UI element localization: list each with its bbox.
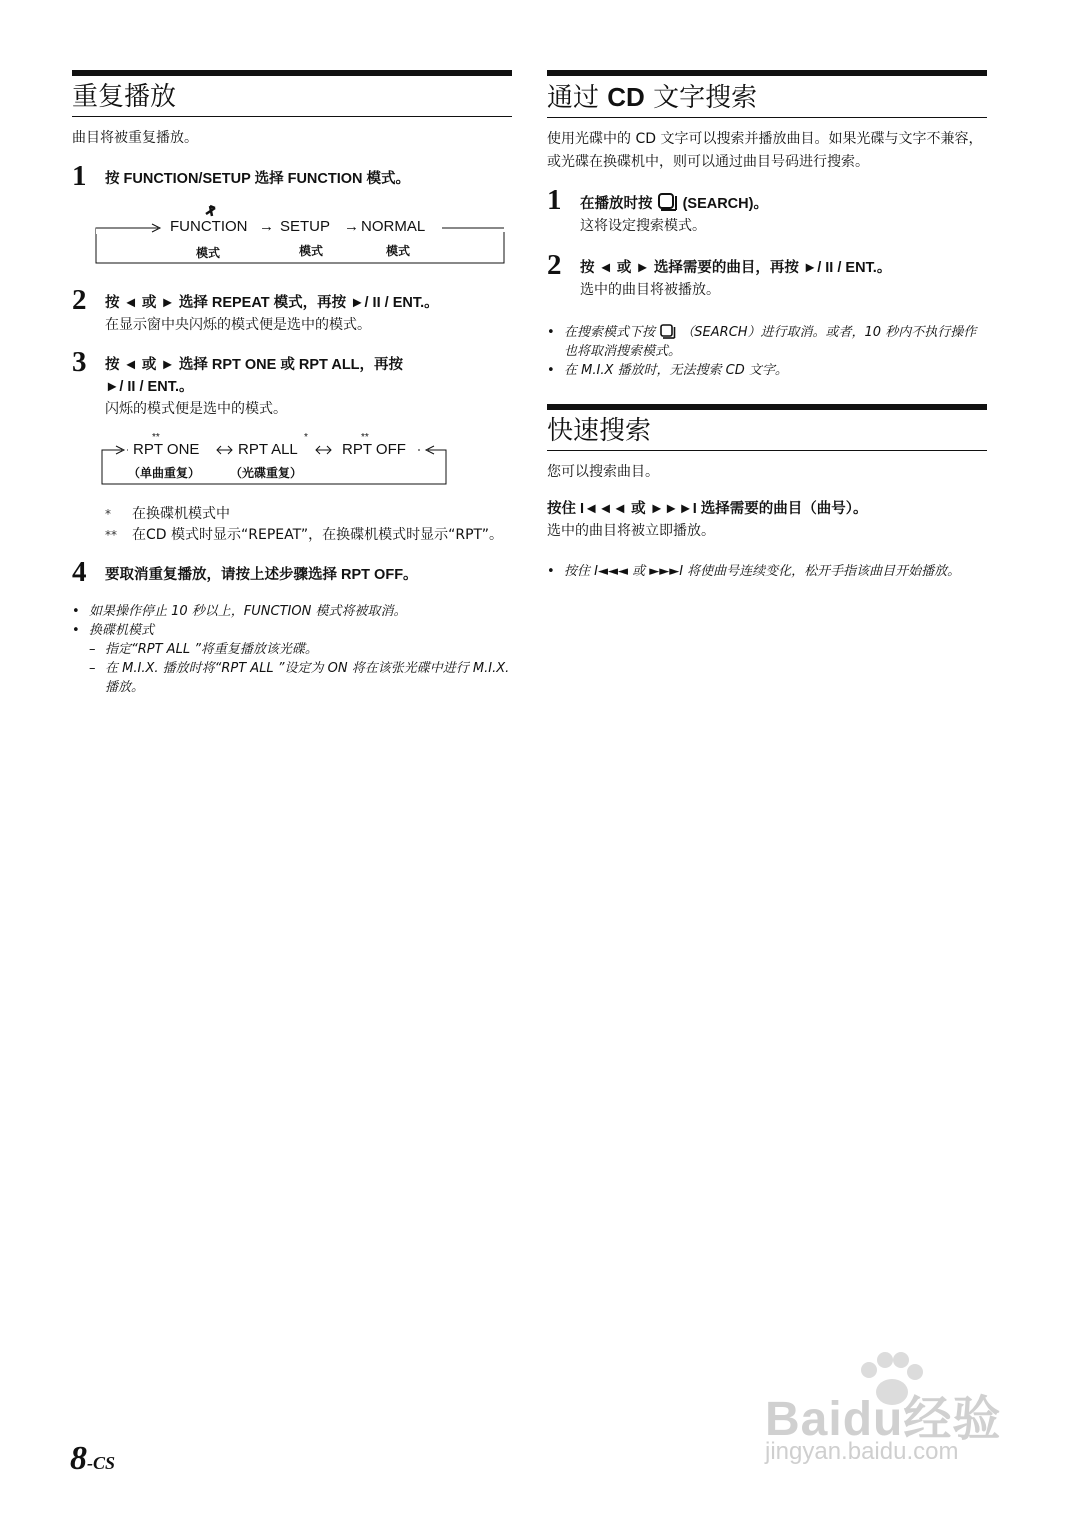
footnote-mark: ** xyxy=(105,528,117,542)
mode-caption: 模式 xyxy=(196,246,221,260)
step-text-part: 在播放时按 xyxy=(580,196,653,212)
mode-rpt-off: RPT OFF xyxy=(342,441,406,458)
mode-rpt-one: RPT ONE xyxy=(133,441,200,458)
step-sub: 这将设定搜索模式。 xyxy=(580,218,706,234)
section-title-fast-search: 快速搜索 xyxy=(547,404,987,451)
footnotes xyxy=(72,504,512,546)
footnote-mark: ** xyxy=(361,432,369,443)
caption-disc-repeat: （光碟重复） xyxy=(230,466,303,480)
step-1 xyxy=(547,184,987,237)
step-number: 2 xyxy=(547,249,562,281)
step-2 xyxy=(547,249,987,301)
step-text: 要取消重复播放，请按上述步骤选择 RPT OFF。 xyxy=(105,567,418,583)
title-part: CD xyxy=(607,82,645,112)
step-number: 4 xyxy=(72,556,87,588)
step-sub: 闪烁的模式便是选中的模式。 xyxy=(105,401,287,417)
step-text: 按 FUNCTION/SETUP 选择 FUNCTION 模式。 xyxy=(105,171,411,187)
mode-normal: NORMAL xyxy=(361,218,426,235)
step-text: 按 ◄ 或 ► 选择需要的曲目，再按 ►/ II / ENT.。 xyxy=(580,260,892,276)
mode-caption: 模式 xyxy=(386,244,411,258)
notes-list xyxy=(547,323,987,380)
watermark-logo: Baidu经验 xyxy=(765,1393,1002,1446)
search-icon xyxy=(659,323,677,340)
note-text-part: 在搜索模式下按 xyxy=(564,325,656,340)
instruction-sub: 选中的曲目将被立即播放。 xyxy=(547,523,715,539)
step-sub: 在显示窗中央闪烁的模式便是选中的模式。 xyxy=(105,317,371,333)
section-lead: 您可以搜索曲目。 xyxy=(547,464,659,480)
page-number-value: 8 xyxy=(70,1440,87,1477)
search-icon xyxy=(657,192,679,212)
footnote-mark: * xyxy=(304,432,308,443)
sub-note-item: – 在 M.I.X. 播放时将“RPT ALL ”设定为 ON 将在该张光碟中进行 M.I.X. 播放。 xyxy=(72,659,512,697)
note-item: • 如果操作停止 10 秒以上，FUNCTION 模式将被取消。 xyxy=(72,602,512,621)
page-suffix: -CS xyxy=(87,1453,116,1473)
step-2 xyxy=(72,284,512,336)
step-number: 1 xyxy=(72,160,87,192)
note-item xyxy=(547,323,987,361)
note-item: • 在 M.I.X 播放时，无法搜索 CD 文字。 xyxy=(547,361,987,380)
section-title-cd-text-search xyxy=(547,70,987,118)
arrow-icon: → xyxy=(344,218,359,235)
footnote xyxy=(72,525,512,546)
instruction: 按住 I◄◄◄ 或 ►►►I 选择需要的曲目（曲号）。 xyxy=(547,501,868,517)
diagram-frame xyxy=(72,200,512,270)
pointer-arrow-icon xyxy=(206,206,215,216)
repeat-mode-diagram xyxy=(72,432,512,490)
footnote-text: 在CD 模式时显示“REPEAT”，在换碟机模式时显示“RPT”。 xyxy=(132,527,504,543)
sub-note-item: – 指定“RPT ALL ”将重复播放该光碟。 xyxy=(72,640,512,659)
step-1 xyxy=(72,160,512,192)
footnote-mark: ** xyxy=(152,432,160,443)
note-item: • 按住 I◄◄◄ 或 ►►►I 将使曲号连续变化，松开手指该曲目开始播放。 xyxy=(547,562,987,581)
caption-single-repeat: （单曲重复） xyxy=(128,466,201,480)
step-text: 按 ◄ 或 ► 选择 RPT ONE 或 RPT ALL，再按 xyxy=(105,357,404,373)
section-title-repeat: 重复播放 xyxy=(72,70,512,117)
page-number xyxy=(70,1440,115,1478)
mode-function: FUNCTION xyxy=(170,218,248,235)
watermark-url: jingyan.baidu.com xyxy=(765,1438,959,1465)
note-text-part: （SEARCH）进行取消。或者，10 秒内不执行操作也将取消搜索模式。 xyxy=(564,325,977,359)
section-lead: 曲目将被重复播放。 xyxy=(72,130,198,146)
footnote-mark: * xyxy=(105,507,111,521)
notes-list xyxy=(547,562,987,581)
footnote-text: 在换碟机模式中 xyxy=(132,506,230,522)
step-number: 2 xyxy=(72,284,87,316)
step-sub: 选中的曲目将被播放。 xyxy=(580,282,720,298)
step-4 xyxy=(72,556,512,588)
mode-rpt-all: RPT ALL xyxy=(238,441,298,458)
mode-setup: SETUP xyxy=(280,218,331,235)
right-column xyxy=(547,70,987,581)
step-number: 1 xyxy=(547,184,562,216)
function-mode-diagram xyxy=(72,200,512,270)
note-item: • 换碟机模式 xyxy=(72,621,512,640)
step-text xyxy=(580,192,987,215)
step-3 xyxy=(72,346,512,420)
mode-caption: 模式 xyxy=(299,244,324,258)
step-text-part: (SEARCH)。 xyxy=(682,196,768,212)
section-lead: 使用光碟中的 CD 文字可以搜索并播放曲目。如果光碟与文字不兼容，或光碟在换碟机中，则可以通过曲目号码进行搜索。 xyxy=(547,131,983,170)
notes-list xyxy=(72,602,512,697)
step-text: ►/ II / ENT.。 xyxy=(105,379,194,395)
step-text: 按 ◄ 或 ► 选择 REPEAT 模式，再按 ►/ II / ENT.。 xyxy=(105,295,439,311)
step-number: 3 xyxy=(72,346,87,378)
arrow-icon: → xyxy=(259,218,274,235)
baidu-watermark xyxy=(760,1352,1020,1482)
left-column xyxy=(72,70,512,697)
footnote xyxy=(72,504,512,525)
title-part: 文字搜索 xyxy=(644,83,758,113)
title-part: 通过 xyxy=(547,83,608,113)
